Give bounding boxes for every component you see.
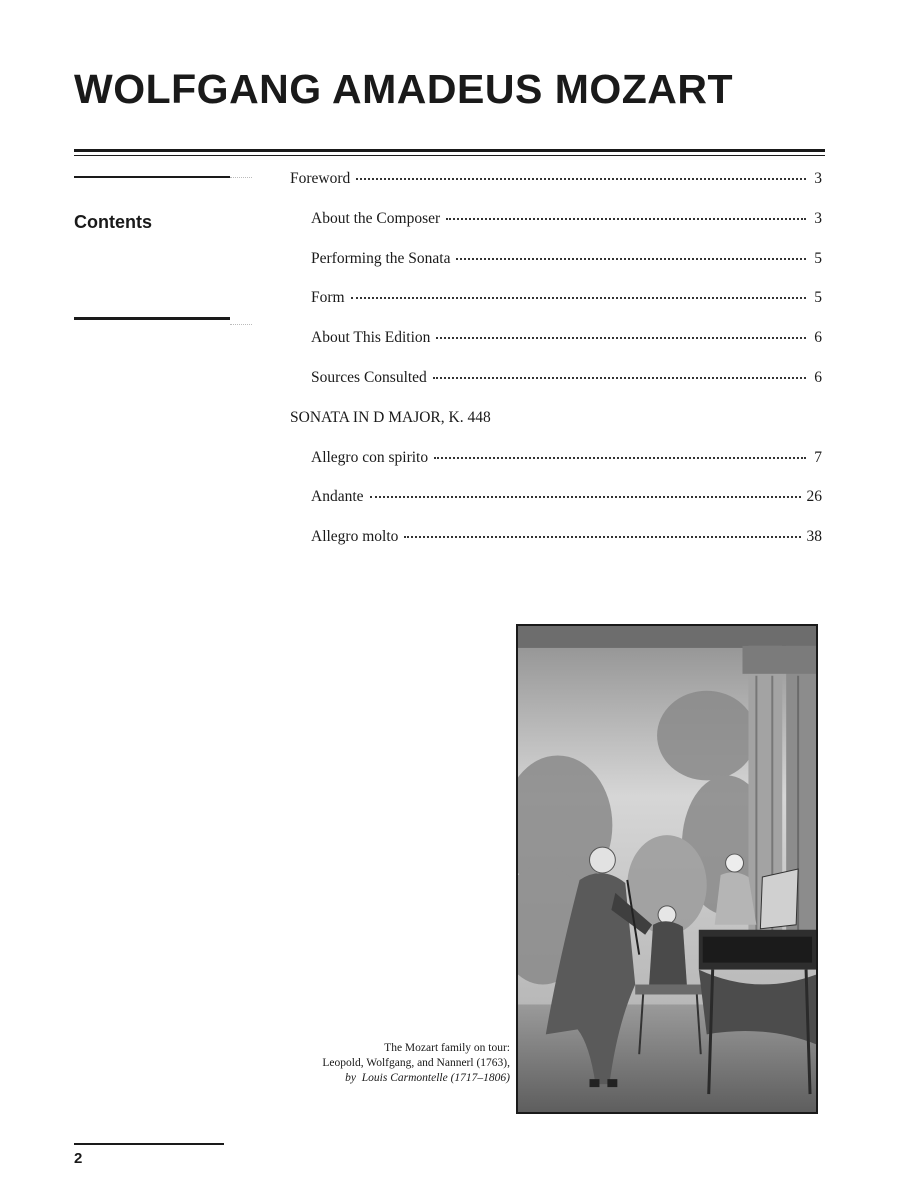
toc-dot-leader bbox=[436, 337, 806, 339]
toc-entry-sources-consulted[interactable] bbox=[290, 369, 822, 409]
toc-entry-andante[interactable] bbox=[290, 488, 822, 528]
toc-section-sonata-heading[interactable] bbox=[290, 409, 822, 449]
page-number: 2 bbox=[74, 1150, 83, 1167]
toc-entry-page: 3 bbox=[814, 209, 822, 227]
contents-heading: Contents bbox=[74, 212, 152, 232]
toc-entry-title: SONATA IN D MAJOR, K. 448 bbox=[290, 408, 491, 426]
footer-rule bbox=[74, 1143, 224, 1145]
engraving-illustration bbox=[518, 626, 816, 1112]
toc-dot-leader bbox=[356, 178, 806, 180]
toc-entry-title: Sources Consulted bbox=[311, 368, 427, 386]
toc-entry-title: About This Edition bbox=[311, 329, 431, 347]
toc-entry-about-this-edition[interactable] bbox=[290, 329, 822, 369]
title-rule-thin bbox=[74, 155, 825, 156]
toc-entry-title: About the Composer bbox=[311, 209, 441, 227]
sidebar-bottom-rule bbox=[74, 317, 230, 320]
toc-dot-leader bbox=[370, 496, 801, 498]
table-of-contents bbox=[290, 170, 822, 568]
toc-entry-page: 26 bbox=[806, 488, 822, 506]
caption-credit-by: by bbox=[345, 1072, 357, 1084]
toc-dot-leader bbox=[433, 377, 806, 379]
toc-dot-leader bbox=[446, 218, 806, 220]
toc-entry-page: 7 bbox=[814, 448, 822, 466]
toc-entry-performing-the-sonata[interactable] bbox=[290, 250, 822, 290]
toc-entry-page: 38 bbox=[806, 528, 822, 546]
toc-entry-title: Form bbox=[311, 289, 345, 307]
toc-entry-page: 5 bbox=[814, 249, 822, 267]
sidebar-top-rule bbox=[74, 176, 230, 178]
toc-dot-leader bbox=[351, 297, 806, 299]
mozart-family-engraving bbox=[516, 624, 818, 1114]
toc-entry-foreword[interactable] bbox=[290, 170, 822, 210]
toc-entry-title: Foreword bbox=[290, 170, 351, 187]
toc-entry-page: 6 bbox=[814, 329, 822, 347]
toc-entry-title: Allegro con spirito bbox=[311, 448, 429, 466]
engraving-cornice bbox=[518, 626, 816, 648]
toc-entry-title: Performing the Sonata bbox=[311, 249, 451, 267]
toc-entry-allegro-molto[interactable] bbox=[290, 528, 822, 568]
toc-entry-page: 3 bbox=[814, 170, 822, 187]
figure-caption bbox=[250, 1041, 510, 1086]
toc-dot-leader bbox=[434, 457, 806, 459]
caption-line-1: The Mozart family on tour: bbox=[384, 1042, 510, 1054]
toc-entry-page: 5 bbox=[814, 289, 822, 307]
sidebar-top-dots bbox=[230, 177, 252, 178]
toc-dot-leader bbox=[456, 258, 806, 260]
toc-entry-form[interactable] bbox=[290, 289, 822, 329]
caption-credit bbox=[250, 1071, 510, 1086]
caption-credit-name: Louis Carmontelle (1717–1806) bbox=[361, 1072, 510, 1084]
sidebar-bottom-dots bbox=[230, 324, 252, 325]
caption-line-2: Leopold, Wolfgang, and Nannerl (1763), bbox=[322, 1057, 510, 1069]
page-title: WOLFGANG AMADEUS MOZART bbox=[74, 66, 734, 112]
toc-entry-title: Allegro molto bbox=[311, 528, 399, 546]
toc-entry-page: 6 bbox=[814, 368, 822, 386]
toc-entry-about-the-composer[interactable] bbox=[290, 210, 822, 250]
title-rule-thick bbox=[74, 149, 825, 152]
toc-entry-allegro-con-spirito[interactable] bbox=[290, 449, 822, 489]
toc-dot-leader bbox=[404, 536, 800, 538]
toc-entry-title: Andante bbox=[311, 488, 364, 506]
